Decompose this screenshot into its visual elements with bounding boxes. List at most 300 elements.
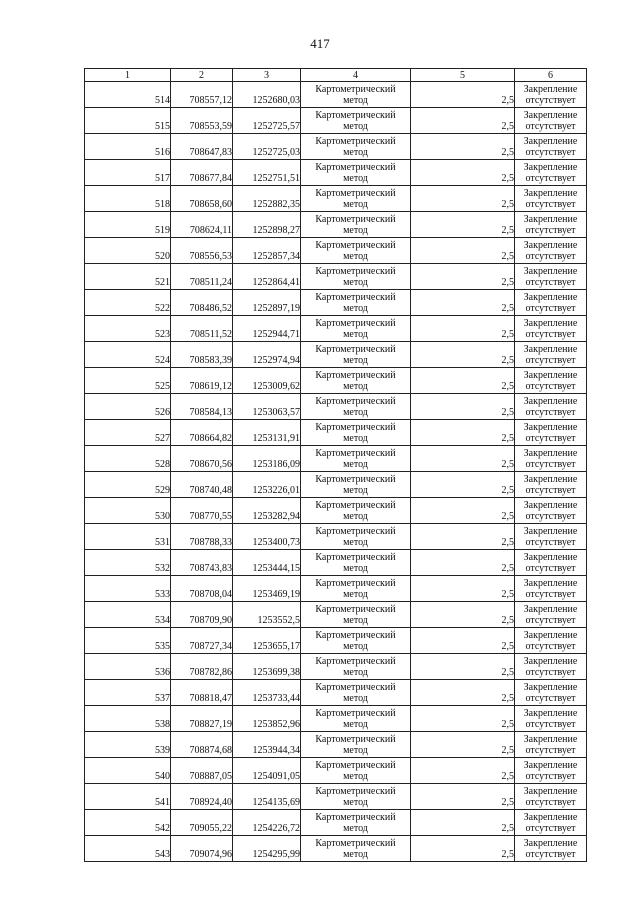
accuracy-cell: 2,5 (411, 264, 515, 290)
fixing-cell-line2: отсутствует (525, 354, 576, 366)
point-number-cell: 530 (85, 498, 171, 524)
method-cell-line2: метод (343, 822, 368, 834)
x-coordinate-cell: 708670,56 (171, 446, 233, 472)
method-cell (301, 576, 411, 602)
point-number-cell: 540 (85, 758, 171, 784)
method-cell-line1: Картометрический (315, 525, 396, 537)
method-cell (301, 134, 411, 160)
fixing-cell (515, 394, 587, 420)
method-cell (301, 654, 411, 680)
x-coordinate-cell: 708583,39 (171, 342, 233, 368)
fixing-cell-line1: Закрепление (523, 577, 578, 589)
point-number-cell: 522 (85, 290, 171, 316)
y-coordinate-cell: 1254091,05 (233, 758, 301, 784)
method-cell-line2: метод (343, 562, 368, 574)
point-number-cell: 520 (85, 238, 171, 264)
method-cell-line2: метод (343, 250, 368, 262)
table-row (85, 836, 587, 862)
accuracy-cell: 2,5 (411, 186, 515, 212)
method-cell-line1: Картометрический (315, 681, 396, 693)
fixing-cell-line1: Закрепление (523, 291, 578, 303)
method-cell-line2: метод (343, 484, 368, 496)
fixing-cell (515, 238, 587, 264)
method-cell (301, 82, 411, 108)
accuracy-cell: 2,5 (411, 628, 515, 654)
method-cell (301, 810, 411, 836)
y-coordinate-cell: 1253063,57 (233, 394, 301, 420)
table-row (85, 550, 587, 576)
accuracy-cell: 2,5 (411, 654, 515, 680)
point-number-cell: 517 (85, 160, 171, 186)
fixing-cell-line2: отсутствует (525, 172, 576, 184)
method-cell-line1: Картометрический (315, 629, 396, 641)
fixing-cell (515, 550, 587, 576)
method-cell (301, 602, 411, 628)
method-cell (301, 680, 411, 706)
method-cell-line1: Картометрический (315, 837, 396, 849)
table-row (85, 160, 587, 186)
y-coordinate-cell: 1253131,91 (233, 420, 301, 446)
fixing-cell (515, 134, 587, 160)
method-cell-line2: метод (343, 198, 368, 210)
table-row (85, 784, 587, 810)
fixing-cell-line1: Закрепление (523, 837, 578, 849)
fixing-cell-line1: Закрепление (523, 395, 578, 407)
point-number-cell: 525 (85, 368, 171, 394)
y-coordinate-cell: 1252725,57 (233, 108, 301, 134)
fixing-cell-line2: отсутствует (525, 718, 576, 730)
fixing-cell-line1: Закрепление (523, 629, 578, 641)
method-cell-line1: Картометрический (315, 603, 396, 615)
table-row (85, 810, 587, 836)
fixing-cell (515, 602, 587, 628)
x-coordinate-cell: 708553,59 (171, 108, 233, 134)
x-coordinate-cell: 708658,60 (171, 186, 233, 212)
fixing-cell-line1: Закрепление (523, 681, 578, 693)
point-number-cell: 516 (85, 134, 171, 160)
y-coordinate-cell: 1252680,03 (233, 82, 301, 108)
accuracy-cell: 2,5 (411, 394, 515, 420)
table-row (85, 446, 587, 472)
x-coordinate-cell: 708782,86 (171, 654, 233, 680)
x-coordinate-cell: 708818,47 (171, 680, 233, 706)
fixing-cell-line1: Закрепление (523, 265, 578, 277)
fixing-cell-line2: отсутствует (525, 666, 576, 678)
y-coordinate-cell: 1253944,34 (233, 732, 301, 758)
page-number: 417 (310, 36, 330, 51)
fixing-cell-line1: Закрепление (523, 499, 578, 511)
fixing-cell-line2: отсутствует (525, 328, 576, 340)
table-row (85, 368, 587, 394)
method-cell-line2: метод (343, 224, 368, 236)
y-coordinate-cell: 1253009,62 (233, 368, 301, 394)
accuracy-cell: 2,5 (411, 524, 515, 550)
y-coordinate-cell: 1254135,69 (233, 784, 301, 810)
column-header: 2 (171, 69, 233, 82)
point-number-cell: 523 (85, 316, 171, 342)
fixing-cell (515, 576, 587, 602)
method-cell-line1: Картометрический (315, 733, 396, 745)
fixing-cell (515, 290, 587, 316)
fixing-cell-line1: Закрепление (523, 239, 578, 251)
method-cell-line1: Картометрический (315, 577, 396, 589)
table-row (85, 134, 587, 160)
fixing-cell-line2: отсутствует (525, 614, 576, 626)
column-header: 6 (515, 69, 587, 82)
fixing-cell (515, 160, 587, 186)
column-header: 4 (301, 69, 411, 82)
fixing-cell (515, 446, 587, 472)
fixing-cell-line1: Закрепление (523, 161, 578, 173)
table-row (85, 394, 587, 420)
point-number-cell: 543 (85, 836, 171, 862)
point-number-cell: 542 (85, 810, 171, 836)
x-coordinate-cell: 708556,53 (171, 238, 233, 264)
method-cell-line1: Картометрический (315, 83, 396, 95)
y-coordinate-cell: 1252725,03 (233, 134, 301, 160)
fixing-cell-line2: отсутствует (525, 198, 576, 210)
method-cell-line1: Картометрический (315, 109, 396, 121)
y-coordinate-cell: 1253552,5 (233, 602, 301, 628)
x-coordinate-cell: 708709,90 (171, 602, 233, 628)
y-coordinate-cell: 1253733,44 (233, 680, 301, 706)
table-row (85, 420, 587, 446)
x-coordinate-cell: 708677,84 (171, 160, 233, 186)
method-cell (301, 212, 411, 238)
method-cell-line2: метод (343, 94, 368, 106)
fixing-cell-line2: отсутствует (525, 796, 576, 808)
method-cell-line2: метод (343, 848, 368, 860)
point-number-cell: 533 (85, 576, 171, 602)
method-cell (301, 706, 411, 732)
column-header: 1 (85, 69, 171, 82)
fixing-cell (515, 810, 587, 836)
x-coordinate-cell: 708486,52 (171, 290, 233, 316)
fixing-cell (515, 186, 587, 212)
method-cell-line2: метод (343, 588, 368, 600)
accuracy-cell: 2,5 (411, 680, 515, 706)
fixing-cell (515, 732, 587, 758)
y-coordinate-cell: 1252974,94 (233, 342, 301, 368)
x-coordinate-cell: 708887,05 (171, 758, 233, 784)
method-cell-line2: метод (343, 770, 368, 782)
method-cell-line1: Картометрический (315, 187, 396, 199)
table-row (85, 82, 587, 108)
y-coordinate-cell: 1253852,96 (233, 706, 301, 732)
x-coordinate-cell: 708664,82 (171, 420, 233, 446)
point-number-cell: 531 (85, 524, 171, 550)
x-coordinate-cell: 709055,22 (171, 810, 233, 836)
accuracy-cell: 2,5 (411, 602, 515, 628)
fixing-cell (515, 836, 587, 862)
x-coordinate-cell: 708788,33 (171, 524, 233, 550)
fixing-cell-line2: отсутствует (525, 458, 576, 470)
x-coordinate-cell: 708743,83 (171, 550, 233, 576)
method-cell (301, 472, 411, 498)
method-cell (301, 420, 411, 446)
method-cell-line2: метод (343, 796, 368, 808)
x-coordinate-cell: 709074,96 (171, 836, 233, 862)
y-coordinate-cell: 1252897,19 (233, 290, 301, 316)
accuracy-cell: 2,5 (411, 498, 515, 524)
fixing-cell-line1: Закрепление (523, 343, 578, 355)
fixing-cell-line2: отсутствует (525, 94, 576, 106)
fixing-cell (515, 368, 587, 394)
table-row (85, 602, 587, 628)
table-row (85, 238, 587, 264)
point-number-cell: 538 (85, 706, 171, 732)
point-number-cell: 515 (85, 108, 171, 134)
accuracy-cell: 2,5 (411, 134, 515, 160)
method-cell (301, 108, 411, 134)
fixing-cell (515, 82, 587, 108)
point-number-cell: 527 (85, 420, 171, 446)
method-cell (301, 264, 411, 290)
y-coordinate-cell: 1252864,41 (233, 264, 301, 290)
table-row (85, 342, 587, 368)
fixing-cell-line1: Закрепление (523, 135, 578, 147)
method-cell (301, 628, 411, 654)
fixing-cell-line2: отсутствует (525, 406, 576, 418)
method-cell (301, 836, 411, 862)
method-cell-line2: метод (343, 120, 368, 132)
y-coordinate-cell: 1252857,34 (233, 238, 301, 264)
fixing-cell-line2: отсутствует (525, 432, 576, 444)
method-cell (301, 186, 411, 212)
method-cell-line2: метод (343, 328, 368, 340)
point-number-cell: 529 (85, 472, 171, 498)
fixing-cell-line1: Закрепление (523, 187, 578, 199)
accuracy-cell: 2,5 (411, 732, 515, 758)
fixing-cell (515, 420, 587, 446)
method-cell-line1: Картометрический (315, 213, 396, 225)
table-row (85, 706, 587, 732)
accuracy-cell: 2,5 (411, 212, 515, 238)
fixing-cell-line1: Закрепление (523, 655, 578, 667)
method-cell-line2: метод (343, 146, 368, 158)
fixing-cell-line1: Закрепление (523, 369, 578, 381)
x-coordinate-cell: 708647,83 (171, 134, 233, 160)
fixing-cell (515, 472, 587, 498)
fixing-cell-line1: Закрепление (523, 525, 578, 537)
table-row (85, 186, 587, 212)
fixing-cell-line1: Закрепление (523, 473, 578, 485)
point-number-cell: 536 (85, 654, 171, 680)
method-cell (301, 290, 411, 316)
accuracy-cell: 2,5 (411, 238, 515, 264)
x-coordinate-cell: 708740,48 (171, 472, 233, 498)
method-cell (301, 524, 411, 550)
method-cell-line1: Картометрический (315, 343, 396, 355)
table-row (85, 264, 587, 290)
fixing-cell (515, 108, 587, 134)
method-cell (301, 550, 411, 576)
method-cell-line1: Картометрический (315, 707, 396, 719)
method-cell-line1: Картометрический (315, 369, 396, 381)
point-number-cell: 528 (85, 446, 171, 472)
fixing-cell-line2: отсутствует (525, 536, 576, 548)
fixing-cell (515, 680, 587, 706)
table-row (85, 524, 587, 550)
method-cell (301, 784, 411, 810)
point-number-cell: 519 (85, 212, 171, 238)
accuracy-cell: 2,5 (411, 576, 515, 602)
fixing-cell-line1: Закрепление (523, 733, 578, 745)
column-header: 5 (411, 69, 515, 82)
method-cell-line2: метод (343, 510, 368, 522)
method-cell-line2: метод (343, 458, 368, 470)
table-row (85, 472, 587, 498)
method-cell-line1: Картометрический (315, 291, 396, 303)
fixing-cell-line1: Закрепление (523, 83, 578, 95)
fixing-cell-line1: Закрепление (523, 551, 578, 563)
accuracy-cell: 2,5 (411, 420, 515, 446)
fixing-cell (515, 706, 587, 732)
x-coordinate-cell: 708511,24 (171, 264, 233, 290)
x-coordinate-cell: 708924,40 (171, 784, 233, 810)
method-cell-line1: Картометрический (315, 447, 396, 459)
accuracy-cell: 2,5 (411, 160, 515, 186)
method-cell (301, 368, 411, 394)
accuracy-cell: 2,5 (411, 706, 515, 732)
x-coordinate-cell: 708827,19 (171, 706, 233, 732)
table-row (85, 732, 587, 758)
fixing-cell-line2: отсутствует (525, 848, 576, 860)
method-cell-line1: Картометрический (315, 655, 396, 667)
y-coordinate-cell: 1254295,99 (233, 836, 301, 862)
fixing-cell-line1: Закрепление (523, 109, 578, 121)
method-cell-line2: метод (343, 302, 368, 314)
fixing-cell-line2: отсутствует (525, 822, 576, 834)
x-coordinate-cell: 708708,04 (171, 576, 233, 602)
method-cell (301, 160, 411, 186)
method-cell-line1: Картометрический (315, 161, 396, 173)
fixing-cell-line1: Закрепление (523, 785, 578, 797)
point-number-cell: 514 (85, 82, 171, 108)
y-coordinate-cell: 1253655,17 (233, 628, 301, 654)
method-cell (301, 498, 411, 524)
fixing-cell-line1: Закрепление (523, 603, 578, 615)
fixing-cell-line1: Закрепление (523, 213, 578, 225)
point-number-cell: 539 (85, 732, 171, 758)
accuracy-cell: 2,5 (411, 446, 515, 472)
fixing-cell (515, 654, 587, 680)
fixing-cell-line1: Закрепление (523, 707, 578, 719)
table-row (85, 316, 587, 342)
point-number-cell: 526 (85, 394, 171, 420)
table-row (85, 628, 587, 654)
y-coordinate-cell: 1252944,71 (233, 316, 301, 342)
method-cell-line2: метод (343, 432, 368, 444)
fixing-cell-line1: Закрепление (523, 447, 578, 459)
x-coordinate-cell: 708624,11 (171, 212, 233, 238)
fixing-cell (515, 498, 587, 524)
method-cell-line1: Картометрический (315, 551, 396, 563)
point-number-cell: 518 (85, 186, 171, 212)
accuracy-cell: 2,5 (411, 316, 515, 342)
fixing-cell-line2: отсутствует (525, 770, 576, 782)
accuracy-cell: 2,5 (411, 82, 515, 108)
table-header-row (85, 69, 587, 82)
accuracy-cell: 2,5 (411, 290, 515, 316)
fixing-cell-line2: отсутствует (525, 588, 576, 600)
method-cell (301, 238, 411, 264)
coordinates-table (84, 68, 587, 862)
y-coordinate-cell: 1252898,27 (233, 212, 301, 238)
fixing-cell-line2: отсутствует (525, 146, 576, 158)
accuracy-cell: 2,5 (411, 758, 515, 784)
y-coordinate-cell: 1254226,72 (233, 810, 301, 836)
method-cell (301, 394, 411, 420)
method-cell-line1: Картометрический (315, 473, 396, 485)
fixing-cell-line2: отсутствует (525, 224, 576, 236)
fixing-cell-line2: отсутствует (525, 276, 576, 288)
fixing-cell-line2: отсутствует (525, 484, 576, 496)
table-row (85, 758, 587, 784)
method-cell-line2: метод (343, 354, 368, 366)
y-coordinate-cell: 1253282,94 (233, 498, 301, 524)
method-cell-line2: метод (343, 692, 368, 704)
table-row (85, 290, 587, 316)
accuracy-cell: 2,5 (411, 784, 515, 810)
method-cell-line2: метод (343, 380, 368, 392)
fixing-cell (515, 316, 587, 342)
table-row (85, 108, 587, 134)
method-cell-line1: Картометрический (315, 395, 396, 407)
y-coordinate-cell: 1253444,15 (233, 550, 301, 576)
point-number-cell: 537 (85, 680, 171, 706)
fixing-cell-line2: отсутствует (525, 510, 576, 522)
y-coordinate-cell: 1252751,51 (233, 160, 301, 186)
fixing-cell-line1: Закрепление (523, 759, 578, 771)
method-cell-line2: метод (343, 744, 368, 756)
point-number-cell: 532 (85, 550, 171, 576)
point-number-cell: 524 (85, 342, 171, 368)
x-coordinate-cell: 708511,52 (171, 316, 233, 342)
x-coordinate-cell: 708727,34 (171, 628, 233, 654)
x-coordinate-cell: 708619,12 (171, 368, 233, 394)
y-coordinate-cell: 1253469,19 (233, 576, 301, 602)
fixing-cell-line2: отсутствует (525, 562, 576, 574)
fixing-cell-line2: отсутствует (525, 120, 576, 132)
point-number-cell: 541 (85, 784, 171, 810)
fixing-cell-line2: отсутствует (525, 380, 576, 392)
y-coordinate-cell: 1252882,35 (233, 186, 301, 212)
x-coordinate-cell: 708874,68 (171, 732, 233, 758)
method-cell-line1: Картометрический (315, 135, 396, 147)
method-cell-line2: метод (343, 276, 368, 288)
method-cell-line1: Картометрический (315, 421, 396, 433)
table-row (85, 212, 587, 238)
accuracy-cell: 2,5 (411, 810, 515, 836)
fixing-cell-line2: отсутствует (525, 640, 576, 652)
x-coordinate-cell: 708584,13 (171, 394, 233, 420)
method-cell-line1: Картометрический (315, 785, 396, 797)
method-cell-line2: метод (343, 614, 368, 626)
method-cell-line2: метод (343, 640, 368, 652)
method-cell (301, 732, 411, 758)
method-cell-line1: Картометрический (315, 265, 396, 277)
method-cell (301, 446, 411, 472)
method-cell-line2: метод (343, 536, 368, 548)
method-cell-line2: метод (343, 666, 368, 678)
table-row (85, 654, 587, 680)
fixing-cell-line1: Закрепление (523, 811, 578, 823)
y-coordinate-cell: 1253186,09 (233, 446, 301, 472)
point-number-cell: 535 (85, 628, 171, 654)
accuracy-cell: 2,5 (411, 108, 515, 134)
table-row (85, 680, 587, 706)
